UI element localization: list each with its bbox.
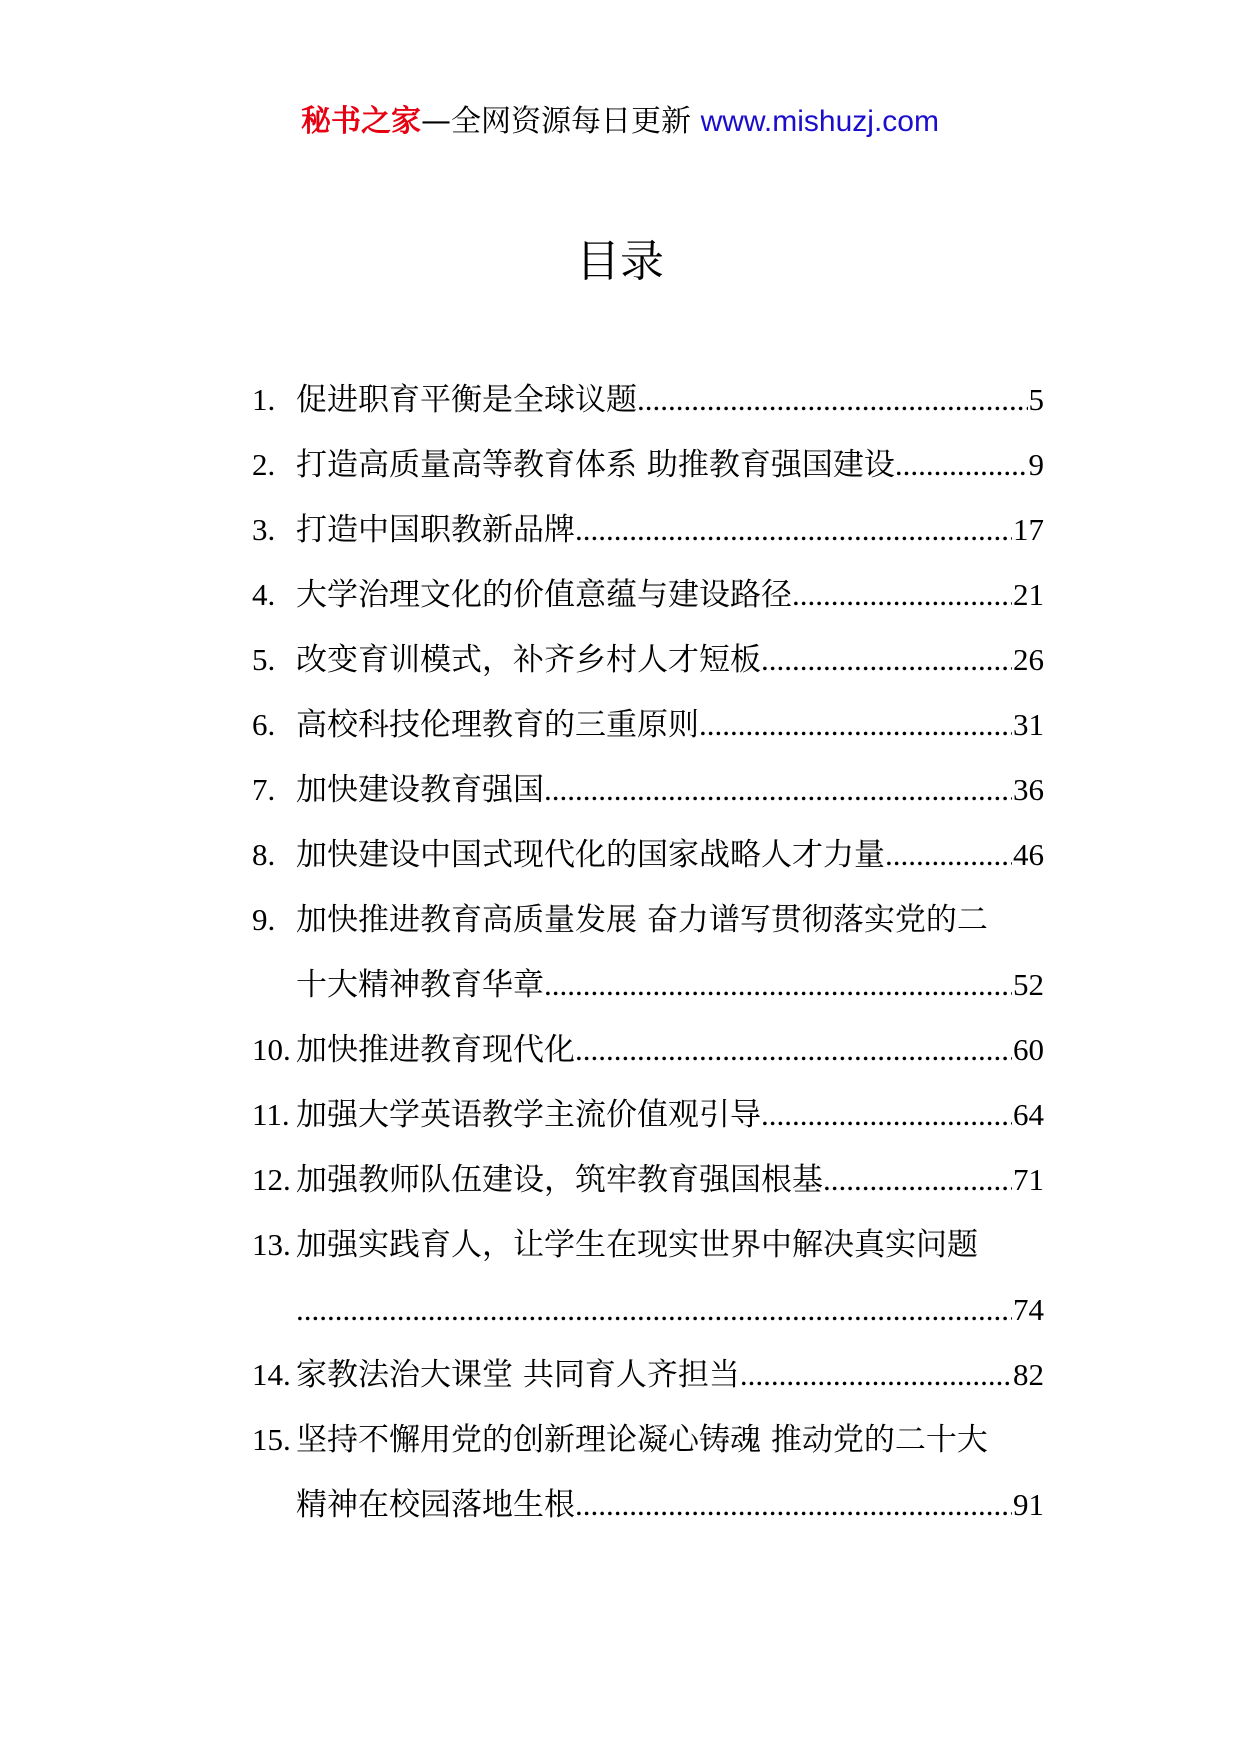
- toc-title: 加强教师队伍建设，筑牢教育强国根基: [296, 1162, 823, 1198]
- toc-page-number: 9: [1028, 447, 1044, 482]
- toc-line: [252, 1277, 1044, 1342]
- toc-leader-dots: [699, 692, 1012, 757]
- toc-number: 5.: [252, 642, 276, 677]
- toc-title: 家教法治大课堂 共同育人齐担当: [296, 1357, 740, 1393]
- toc-leader-dots: [296, 1277, 1012, 1342]
- toc-leader-dots: [895, 432, 1028, 497]
- toc-line: [252, 822, 1044, 887]
- toc-leader-dots: [575, 1472, 1012, 1537]
- toc-leader-dots: [575, 497, 1012, 562]
- toc-leader-dots: [575, 1017, 1012, 1082]
- toc-line: [252, 952, 1044, 1017]
- toc-leader-dots: [544, 952, 1012, 1017]
- toc-page-number: 60: [1013, 1032, 1044, 1067]
- toc-entry[interactable]: [252, 432, 1044, 497]
- brand-name: 秘书之家: [301, 104, 422, 139]
- toc-leader-dots: [761, 627, 1012, 692]
- toc-entry[interactable]: [252, 757, 1044, 822]
- toc-entry[interactable]: [252, 822, 1044, 887]
- toc-page-number: 5: [1028, 382, 1044, 417]
- toc-number: 1.: [252, 382, 276, 417]
- toc-page-number: 21: [1013, 577, 1044, 612]
- toc-entry[interactable]: [252, 627, 1044, 692]
- page-title: 目录: [576, 236, 664, 287]
- toc-number: 2.: [252, 447, 276, 482]
- toc-leader-dots: [761, 1082, 1012, 1147]
- toc-title: 大学治理文化的价值意蕴与建设路径: [296, 577, 792, 613]
- toc-line: [252, 692, 1044, 757]
- toc-line: [252, 887, 1044, 952]
- site-header: [0, 100, 1240, 144]
- toc-leader-dots: [740, 1342, 1012, 1407]
- toc-page-number: 82: [1013, 1357, 1044, 1392]
- toc-leader-dots: [637, 367, 1028, 432]
- toc-number: 9.: [252, 902, 276, 937]
- toc-line: [252, 497, 1044, 562]
- toc-title: 加快建设教育强国: [296, 772, 544, 808]
- header-tagline: —全网资源每日更新: [421, 104, 701, 139]
- toc-entry[interactable]: [252, 1342, 1044, 1407]
- toc-line: [252, 367, 1044, 432]
- toc-number: 11.: [252, 1097, 290, 1132]
- toc-title: 促进职育平衡是全球议题: [296, 382, 637, 418]
- table-of-contents: [252, 367, 1044, 1537]
- toc-entry[interactable]: [252, 562, 1044, 627]
- toc-page-number: 64: [1013, 1097, 1044, 1132]
- toc-number: 13.: [252, 1227, 291, 1262]
- toc-title: 精神在校园落地生根: [296, 1487, 575, 1523]
- toc-title: 打造中国职教新品牌: [296, 512, 575, 548]
- toc-entry[interactable]: [252, 367, 1044, 432]
- toc-number: 12.: [252, 1162, 291, 1197]
- toc-entry[interactable]: [252, 1147, 1044, 1212]
- toc-entry[interactable]: [252, 1017, 1044, 1082]
- toc-title: 加快建设中国式现代化的国家战略人才力量: [296, 837, 885, 873]
- toc-entry[interactable]: [252, 497, 1044, 562]
- toc-title: 高校科技伦理教育的三重原则: [296, 707, 699, 743]
- toc-page-number: 26: [1013, 642, 1044, 677]
- toc-title: 加强大学英语教学主流价值观引导: [296, 1097, 761, 1133]
- toc-number: 10.: [252, 1032, 291, 1067]
- toc-entry[interactable]: [252, 887, 1044, 1017]
- toc-leader-dots: [792, 562, 1012, 627]
- toc-entry[interactable]: [252, 1407, 1044, 1537]
- toc-page-number: 31: [1013, 707, 1044, 742]
- toc-number: 14.: [252, 1357, 291, 1392]
- toc-entry[interactable]: [252, 1082, 1044, 1147]
- toc-page-number: 74: [1013, 1292, 1044, 1327]
- toc-line: [252, 627, 1044, 692]
- site-url-link[interactable]: www.mishuzj.com: [700, 105, 939, 138]
- toc-title: 加快推进教育现代化: [296, 1032, 575, 1068]
- toc-number: 8.: [252, 837, 276, 872]
- toc-leader-dots: [823, 1147, 1012, 1212]
- toc-title: 坚持不懈用党的创新理论凝心铸魂 推动党的二十大: [296, 1422, 988, 1458]
- toc-leader-dots: [885, 822, 1012, 887]
- toc-line: [252, 1082, 1044, 1147]
- toc-line: [252, 1342, 1044, 1407]
- toc-number: 4.: [252, 577, 276, 612]
- toc-page-number: 36: [1013, 772, 1044, 807]
- toc-line: [252, 757, 1044, 822]
- toc-line: [252, 1407, 1044, 1472]
- toc-line: [252, 432, 1044, 497]
- toc-title: 改变育训模式，补齐乡村人才短板: [296, 642, 761, 678]
- toc-page-number: 17: [1013, 512, 1044, 547]
- toc-page-number: 71: [1013, 1162, 1044, 1197]
- toc-page-number: 91: [1013, 1487, 1044, 1522]
- toc-page-number: 52: [1013, 967, 1044, 1002]
- toc-title: 加强实践育人，让学生在现实世界中解决真实问题: [296, 1227, 978, 1263]
- toc-title: 打造高质量高等教育体系 助推教育强国建设: [296, 447, 895, 483]
- toc-title: 加快推进教育高质量发展 奋力谱写贯彻落实党的二: [296, 902, 988, 938]
- toc-line: [252, 1017, 1044, 1082]
- toc-line: [252, 1147, 1044, 1212]
- toc-entry[interactable]: [252, 692, 1044, 757]
- toc-number: 3.: [252, 512, 276, 547]
- toc-line: [252, 562, 1044, 627]
- toc-leader-dots: [544, 757, 1012, 822]
- toc-entry[interactable]: [252, 1212, 1044, 1342]
- toc-line: [252, 1472, 1044, 1537]
- toc-title: 十大精神教育华章: [296, 967, 544, 1003]
- toc-number: 7.: [252, 772, 276, 807]
- toc-page-number: 46: [1013, 837, 1044, 872]
- toc-number: 15.: [252, 1422, 291, 1457]
- toc-number: 6.: [252, 707, 276, 742]
- toc-line: [252, 1212, 1044, 1277]
